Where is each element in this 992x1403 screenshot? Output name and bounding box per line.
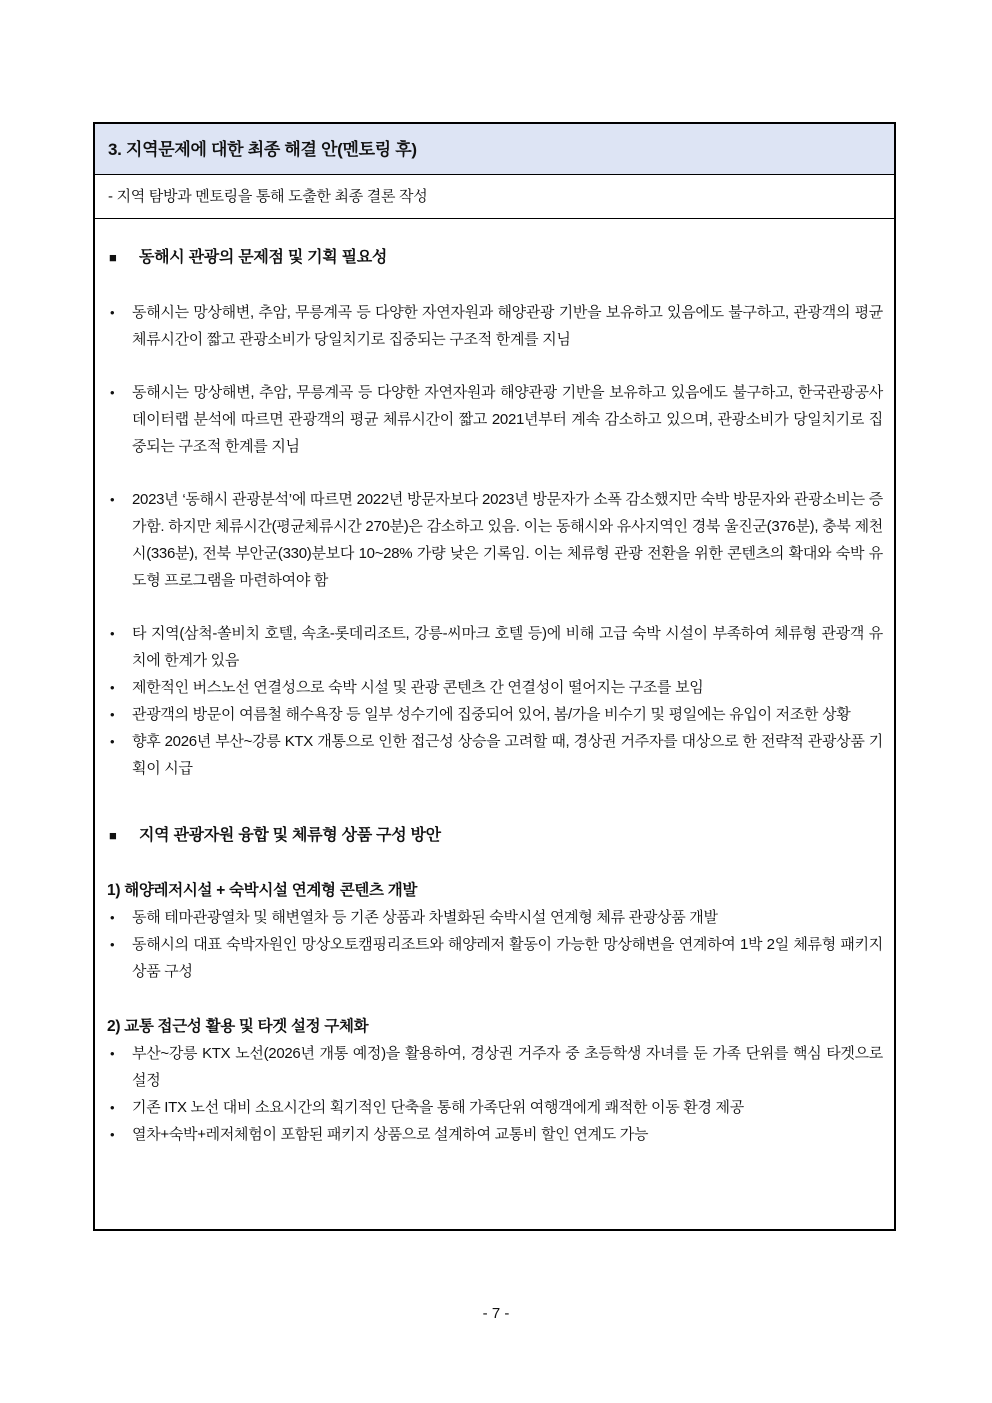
bullet-item xyxy=(107,1040,883,1094)
square-bullet-icon: ■ xyxy=(109,828,117,843)
bullet-item xyxy=(107,299,883,353)
section-heading-text: 동해시 관광의 문제점 및 기획 필요성 xyxy=(139,249,388,266)
table-body xyxy=(95,219,894,1229)
dot-bullet-icon: • xyxy=(110,1127,115,1142)
bullet-item xyxy=(107,674,883,701)
bullet-item xyxy=(107,620,883,674)
bullet-item xyxy=(107,1121,883,1148)
dot-bullet-icon: • xyxy=(110,937,115,952)
page-number: - 7 - xyxy=(482,1305,510,1322)
bullet-text: 부산~강릉 KTX 노선(2026년 개통 예정)을 활용하여, 경상권 거주자 중 초등학생 자녀를 둔 가족 단위를 핵심 타겟으로 설정 xyxy=(132,1045,883,1089)
bullet-text: 동해 테마관광열차 및 해변열차 등 기존 상품과 차별화된 숙박시설 연계형 체류 관광상품 개발 xyxy=(132,909,718,926)
table-subtitle-text: - 지역 탐방과 멘토링을 통해 도출한 최종 결론 작성 xyxy=(108,188,428,205)
section-heading-text: 지역 관광자원 융합 및 체류형 상품 구성 방안 xyxy=(139,827,441,844)
dot-bullet-icon: • xyxy=(110,910,115,925)
bullet-item xyxy=(107,1094,883,1121)
bullet-text: 관광객의 방문이 여름철 해수욕장 등 일부 성수기에 집중되어 있어, 봄/가을 비수기 및 평일에는 유입이 저조한 상황 xyxy=(132,706,851,723)
section-heading xyxy=(107,822,883,849)
dot-bullet-icon: • xyxy=(110,707,115,722)
square-bullet-icon: ■ xyxy=(109,250,117,265)
numbered-subheading: 1) 해양레저시설 + 숙박시설 연계형 콘텐츠 개발 xyxy=(107,882,418,899)
dot-bullet-icon: • xyxy=(110,385,115,400)
table-subtitle-row xyxy=(95,175,894,219)
table-header-row xyxy=(95,124,894,175)
dot-bullet-icon: • xyxy=(110,492,115,507)
bullet-item xyxy=(107,904,883,931)
bullet-item xyxy=(107,931,883,985)
bullet-text: 제한적인 버스노선 연결성으로 숙박 시설 및 관광 콘텐츠 간 연결성이 떨어지는 구조를 보임 xyxy=(132,679,704,696)
bullet-text: 기존 ITX 노선 대비 소요시간의 획기적인 단축을 통해 가족단위 여행객에게 쾌적한 이동 환경 제공 xyxy=(132,1099,744,1116)
dot-bullet-icon: • xyxy=(110,1046,115,1061)
bullet-text: 열차+숙박+레저체험이 포함된 패키지 상품으로 설계하여 교통비 할인 연계도 가능 xyxy=(132,1126,649,1143)
dot-bullet-icon: • xyxy=(110,680,115,695)
bullet-item xyxy=(107,728,883,782)
dot-bullet-icon: • xyxy=(110,1100,115,1115)
bullet-text: 타 지역(삼척-쏠비치 호텔, 속초-롯데리조트, 강릉-씨마크 호텔 등)에 비해 고급 숙박 시설이 부족하여 체류형 관광객 유치에 한계가 있음 xyxy=(132,625,883,669)
bullet-text: 동해시의 대표 숙박자원인 망상오토캠핑리조트와 해양레저 활동이 가능한 망상해변을 연계하여 1박 2일 체류형 패키지 상품 구성 xyxy=(132,936,883,980)
dot-bullet-icon: • xyxy=(110,305,115,320)
dot-bullet-icon: • xyxy=(110,734,115,749)
bullet-text: 2023년 ‘동해시 관광분석’에 따르면 2022년 방문자보다 2023년 방문자가 소폭 감소했지만 숙박 방문자와 관광소비는 증가함. 하지만 체류시간(평균체류시간 270분)은 감소하고 있음. 이는 동해시와 유사지역인 경북 울진군(376분), 충북 제천시(336분), 전북 부안군(330)분보다 10~28% 가량 낮은 기록임. 이는 체류형 관광 전환을 위한 콘텐츠의 확대와 숙박 유도형 프로그램을 마련하여야 함 xyxy=(132,491,883,589)
table-header-title: 3. 지역문제에 대한 최종 해결 안(멘토링 후) xyxy=(108,140,417,159)
bullet-text: 동해시는 망상해변, 추암, 무릉계곡 등 다양한 자연자원과 해양관광 기반을 보유하고 있음에도 불구하고, 관광객의 평균 체류시간이 짧고 관광소비가 당일치기로 집중되는 구조적 한계를 지님 xyxy=(132,304,883,348)
bullet-text: 향후 2026년 부산~강릉 KTX 개통으로 인한 접근성 상승을 고려할 때, 경상권 거주자를 대상으로 한 전략적 관광상품 기획이 시급 xyxy=(132,733,883,777)
bullet-item xyxy=(107,701,883,728)
bullet-item xyxy=(107,486,883,594)
report-table xyxy=(93,122,896,1231)
dot-bullet-icon: • xyxy=(110,626,115,641)
bullet-text: 동해시는 망상해변, 추암, 무릉계곡 등 다양한 자연자원과 해양관광 기반을 보유하고 있음에도 불구하고, 한국관광공사 데이터랩 분석에 따르면 관광객의 평균 체류시간이 짧고 2021년부터 계속 감소하고 있으며, 관광소비가 당일치기로 집중되는 구조적 한계를 지님 xyxy=(132,384,883,455)
bullet-item xyxy=(107,379,883,460)
section-heading xyxy=(107,244,883,271)
numbered-subheading: 2) 교통 접근성 활용 및 타겟 설정 구체화 xyxy=(107,1018,369,1035)
